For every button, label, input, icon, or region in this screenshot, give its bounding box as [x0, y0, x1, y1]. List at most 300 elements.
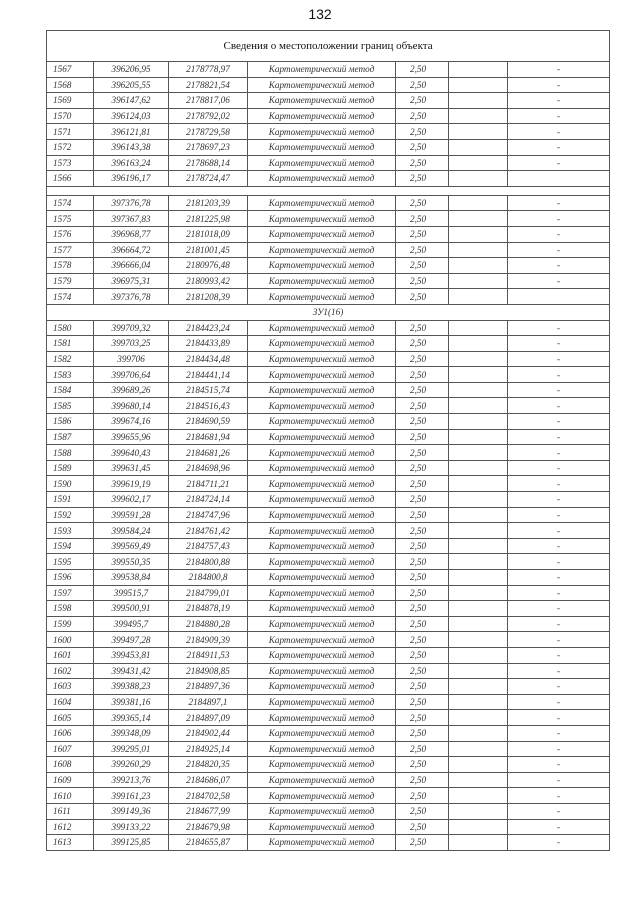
y-coordinate-cell: 2184516,43 [169, 398, 248, 414]
accuracy-cell: 2,50 [396, 835, 449, 851]
table-row [47, 139, 610, 155]
x-coordinate-cell: 399431,42 [94, 663, 169, 679]
y-coordinate-cell: 2184655,87 [169, 835, 248, 851]
y-coordinate-cell: 2184897,36 [169, 679, 248, 695]
table-title-row [47, 31, 610, 62]
accuracy-cell: 2,50 [396, 445, 449, 461]
point-number-cell: 1570 [47, 108, 94, 124]
method-cell: Картометрический метод [248, 757, 396, 773]
accuracy-cell: 2,50 [396, 710, 449, 726]
x-coordinate-cell: 399689,26 [94, 382, 169, 398]
empty-cell [449, 538, 508, 554]
empty-cell [449, 757, 508, 773]
x-coordinate-cell: 397376,78 [94, 289, 169, 305]
description-cell: - [508, 585, 610, 601]
description-cell: - [508, 273, 610, 289]
y-coordinate-cell: 2184820,35 [169, 757, 248, 773]
method-cell: Картометрический метод [248, 211, 396, 227]
x-coordinate-cell: 397376,78 [94, 195, 169, 211]
accuracy-cell: 2,50 [396, 124, 449, 140]
x-coordinate-cell: 399500,91 [94, 601, 169, 617]
table-row [47, 788, 610, 804]
description-cell: - [508, 195, 610, 211]
page-number: 132 [308, 6, 332, 22]
y-coordinate-cell: 2178817,06 [169, 93, 248, 109]
method-cell: Картометрический метод [248, 679, 396, 695]
y-coordinate-cell: 2184800,8 [169, 570, 248, 586]
empty-cell [449, 772, 508, 788]
point-number-cell: 1606 [47, 725, 94, 741]
x-coordinate-cell: 399497,28 [94, 632, 169, 648]
description-cell: - [508, 725, 610, 741]
empty-cell [449, 788, 508, 804]
method-cell: Картометрический метод [248, 647, 396, 663]
x-coordinate-cell: 399706,64 [94, 367, 169, 383]
point-number-cell: 1586 [47, 414, 94, 430]
x-coordinate-cell: 396121,81 [94, 124, 169, 140]
method-cell: Картометрический метод [248, 507, 396, 523]
description-cell: - [508, 507, 610, 523]
empty-cell [449, 382, 508, 398]
method-cell: Картометрический метод [248, 414, 396, 430]
table-row [47, 351, 610, 367]
accuracy-cell: 2,50 [396, 476, 449, 492]
empty-cell [449, 601, 508, 617]
method-cell: Картометрический метод [248, 835, 396, 851]
y-coordinate-cell: 2178697,23 [169, 139, 248, 155]
method-cell: Картометрический метод [248, 398, 396, 414]
table-row [47, 523, 610, 539]
accuracy-cell: 2,50 [396, 788, 449, 804]
method-cell: Картометрический метод [248, 460, 396, 476]
method-cell: Картометрический метод [248, 803, 396, 819]
empty-cell [449, 273, 508, 289]
x-coordinate-cell: 399295,01 [94, 741, 169, 757]
method-cell: Картометрический метод [248, 77, 396, 93]
description-cell: - [508, 320, 610, 336]
empty-cell [449, 570, 508, 586]
point-number-cell: 1590 [47, 476, 94, 492]
point-number-cell: 1585 [47, 398, 94, 414]
table-row [47, 414, 610, 430]
method-cell: Картометрический метод [248, 741, 396, 757]
accuracy-cell: 2,50 [396, 139, 449, 155]
y-coordinate-cell: 2181225,98 [169, 211, 248, 227]
y-coordinate-cell: 2184677,99 [169, 803, 248, 819]
accuracy-cell: 2,50 [396, 77, 449, 93]
description-cell: - [508, 242, 610, 258]
x-coordinate-cell: 399495,7 [94, 616, 169, 632]
accuracy-cell: 2,50 [396, 273, 449, 289]
empty-cell [449, 258, 508, 274]
y-coordinate-cell: 2184909,39 [169, 632, 248, 648]
description-cell: - [508, 835, 610, 851]
point-number-cell: 1598 [47, 601, 94, 617]
x-coordinate-cell: 396666,04 [94, 258, 169, 274]
accuracy-cell: 2,50 [396, 819, 449, 835]
y-coordinate-cell: 2181018,09 [169, 226, 248, 242]
y-coordinate-cell: 2184690,59 [169, 414, 248, 430]
x-coordinate-cell: 399655,96 [94, 429, 169, 445]
x-coordinate-cell: 396968,77 [94, 226, 169, 242]
y-coordinate-cell: 2184897,09 [169, 710, 248, 726]
accuracy-cell: 2,50 [396, 647, 449, 663]
description-cell: - [508, 772, 610, 788]
x-coordinate-cell: 396206,95 [94, 62, 169, 78]
accuracy-cell: 2,50 [396, 171, 449, 187]
method-cell: Картометрический метод [248, 694, 396, 710]
table-row [47, 835, 610, 851]
x-coordinate-cell: 399538,84 [94, 570, 169, 586]
x-coordinate-cell: 396147,62 [94, 93, 169, 109]
accuracy-cell: 2,50 [396, 351, 449, 367]
empty-cell [449, 77, 508, 93]
description-cell: - [508, 757, 610, 773]
y-coordinate-cell: 2180993,42 [169, 273, 248, 289]
point-number-cell: 1592 [47, 507, 94, 523]
description-cell: - [508, 601, 610, 617]
x-coordinate-cell: 399591,28 [94, 507, 169, 523]
x-coordinate-cell: 396163,24 [94, 155, 169, 171]
point-number-cell: 1577 [47, 242, 94, 258]
description-cell [508, 289, 610, 305]
y-coordinate-cell: 2184800,88 [169, 554, 248, 570]
x-coordinate-cell: 399133,22 [94, 819, 169, 835]
empty-cell [449, 171, 508, 187]
y-coordinate-cell: 2184423,24 [169, 320, 248, 336]
description-cell: - [508, 570, 610, 586]
empty-cell [449, 710, 508, 726]
y-coordinate-cell: 2184681,94 [169, 429, 248, 445]
empty-cell [449, 554, 508, 570]
description-cell: - [508, 108, 610, 124]
empty-cell [449, 289, 508, 305]
table-row [47, 492, 610, 508]
point-number-cell: 1607 [47, 741, 94, 757]
y-coordinate-cell: 2181208,39 [169, 289, 248, 305]
x-coordinate-cell: 399709,32 [94, 320, 169, 336]
empty-cell [449, 155, 508, 171]
table-row [47, 445, 610, 461]
y-coordinate-cell: 2184761,42 [169, 523, 248, 539]
accuracy-cell: 2,50 [396, 679, 449, 695]
description-cell: - [508, 429, 610, 445]
y-coordinate-cell: 2184747,96 [169, 507, 248, 523]
accuracy-cell: 2,50 [396, 492, 449, 508]
point-number-cell: 1613 [47, 835, 94, 851]
table-row [47, 757, 610, 773]
empty-cell [449, 616, 508, 632]
section-label: ЗУ1(16) [47, 304, 610, 320]
description-cell: - [508, 460, 610, 476]
method-cell: Картометрический метод [248, 616, 396, 632]
point-number-cell: 1580 [47, 320, 94, 336]
table-row [47, 772, 610, 788]
table-row [47, 258, 610, 274]
point-number-cell: 1601 [47, 647, 94, 663]
table-row [47, 679, 610, 695]
method-cell: Картометрический метод [248, 772, 396, 788]
empty-cell [449, 507, 508, 523]
accuracy-cell: 2,50 [396, 616, 449, 632]
separator-row [47, 186, 610, 195]
table-body [47, 31, 610, 851]
description-cell: - [508, 647, 610, 663]
method-cell: Картометрический метод [248, 367, 396, 383]
x-coordinate-cell: 399260,29 [94, 757, 169, 773]
x-coordinate-cell: 397367,83 [94, 211, 169, 227]
table-row [47, 108, 610, 124]
accuracy-cell: 2,50 [396, 803, 449, 819]
table-row [47, 77, 610, 93]
table-row [47, 647, 610, 663]
y-coordinate-cell: 2184441,14 [169, 367, 248, 383]
accuracy-cell: 2,50 [396, 507, 449, 523]
accuracy-cell: 2,50 [396, 429, 449, 445]
method-cell: Картометрический метод [248, 585, 396, 601]
table-row [47, 367, 610, 383]
description-cell: - [508, 258, 610, 274]
empty-cell [449, 725, 508, 741]
point-number-cell: 1576 [47, 226, 94, 242]
method-cell: Картометрический метод [248, 139, 396, 155]
description-cell: - [508, 211, 610, 227]
table-row [47, 819, 610, 835]
description-cell: - [508, 382, 610, 398]
y-coordinate-cell: 2184911,53 [169, 647, 248, 663]
accuracy-cell: 2,50 [396, 460, 449, 476]
point-number-cell: 1605 [47, 710, 94, 726]
accuracy-cell: 2,50 [396, 663, 449, 679]
description-cell: - [508, 367, 610, 383]
description-cell: - [508, 663, 610, 679]
table-row [47, 538, 610, 554]
point-number-cell: 1603 [47, 679, 94, 695]
description-cell: - [508, 155, 610, 171]
point-number-cell: 1574 [47, 289, 94, 305]
description-cell: - [508, 445, 610, 461]
table-row [47, 632, 610, 648]
method-cell: Картометрический метод [248, 155, 396, 171]
description-cell: - [508, 741, 610, 757]
empty-cell [449, 93, 508, 109]
table-row [47, 741, 610, 757]
point-number-cell: 1566 [47, 171, 94, 187]
x-coordinate-cell: 399348,09 [94, 725, 169, 741]
method-cell: Картометрический метод [248, 663, 396, 679]
description-cell: - [508, 414, 610, 430]
method-cell: Картометрический метод [248, 710, 396, 726]
method-cell: Картометрический метод [248, 242, 396, 258]
empty-cell [449, 585, 508, 601]
accuracy-cell: 2,50 [396, 538, 449, 554]
description-cell: - [508, 336, 610, 352]
accuracy-cell: 2,50 [396, 155, 449, 171]
method-cell: Картометрический метод [248, 108, 396, 124]
description-cell: - [508, 476, 610, 492]
method-cell: Картометрический метод [248, 336, 396, 352]
x-coordinate-cell: 399515,7 [94, 585, 169, 601]
x-coordinate-cell: 399640,43 [94, 445, 169, 461]
table-row [47, 171, 610, 187]
point-number-cell: 1593 [47, 523, 94, 539]
y-coordinate-cell: 2184515,74 [169, 382, 248, 398]
y-coordinate-cell: 2184757,43 [169, 538, 248, 554]
description-cell: - [508, 616, 610, 632]
point-number-cell: 1596 [47, 570, 94, 586]
x-coordinate-cell: 399569,49 [94, 538, 169, 554]
point-number-cell: 1572 [47, 139, 94, 155]
accuracy-cell: 2,50 [396, 382, 449, 398]
point-number-cell: 1573 [47, 155, 94, 171]
table-row [47, 663, 610, 679]
empty-cell [449, 429, 508, 445]
method-cell: Картометрический метод [248, 171, 396, 187]
empty-cell [449, 108, 508, 124]
accuracy-cell: 2,50 [396, 570, 449, 586]
x-coordinate-cell: 399674,16 [94, 414, 169, 430]
x-coordinate-cell: 399453,81 [94, 647, 169, 663]
x-coordinate-cell: 399161,23 [94, 788, 169, 804]
y-coordinate-cell: 2178778,97 [169, 62, 248, 78]
point-number-cell: 1595 [47, 554, 94, 570]
point-number-cell: 1612 [47, 819, 94, 835]
y-coordinate-cell: 2178729,58 [169, 124, 248, 140]
separator-cell [47, 186, 610, 195]
point-number-cell: 1611 [47, 803, 94, 819]
accuracy-cell: 2,50 [396, 772, 449, 788]
method-cell: Картометрический метод [248, 258, 396, 274]
method-cell: Картометрический метод [248, 601, 396, 617]
method-cell: Картометрический метод [248, 124, 396, 140]
x-coordinate-cell: 396664,72 [94, 242, 169, 258]
description-cell: - [508, 93, 610, 109]
accuracy-cell: 2,50 [396, 195, 449, 211]
y-coordinate-cell: 2184711,21 [169, 476, 248, 492]
accuracy-cell: 2,50 [396, 258, 449, 274]
empty-cell [449, 139, 508, 155]
empty-cell [449, 226, 508, 242]
accuracy-cell: 2,50 [396, 320, 449, 336]
empty-cell [449, 398, 508, 414]
x-coordinate-cell: 399680,14 [94, 398, 169, 414]
empty-cell [449, 367, 508, 383]
point-number-cell: 1602 [47, 663, 94, 679]
point-number-cell: 1582 [47, 351, 94, 367]
description-cell: - [508, 398, 610, 414]
table-row [47, 273, 610, 289]
method-cell: Картометрический метод [248, 445, 396, 461]
description-cell: - [508, 803, 610, 819]
method-cell: Картометрический метод [248, 93, 396, 109]
description-cell: - [508, 632, 610, 648]
accuracy-cell: 2,50 [396, 226, 449, 242]
empty-cell [449, 320, 508, 336]
accuracy-cell: 2,50 [396, 554, 449, 570]
point-number-cell: 1599 [47, 616, 94, 632]
method-cell: Картометрический метод [248, 226, 396, 242]
description-cell: - [508, 679, 610, 695]
point-number-cell: 1575 [47, 211, 94, 227]
table-row [47, 476, 610, 492]
accuracy-cell: 2,50 [396, 62, 449, 78]
empty-cell [449, 62, 508, 78]
method-cell: Картометрический метод [248, 788, 396, 804]
table-row [47, 570, 610, 586]
accuracy-cell: 2,50 [396, 289, 449, 305]
point-number-cell: 1589 [47, 460, 94, 476]
method-cell: Картометрический метод [248, 554, 396, 570]
description-cell: - [508, 710, 610, 726]
y-coordinate-cell: 2184698,96 [169, 460, 248, 476]
table-row [47, 507, 610, 523]
method-cell: Картометрический метод [248, 523, 396, 539]
x-coordinate-cell: 396124,03 [94, 108, 169, 124]
accuracy-cell: 2,50 [396, 336, 449, 352]
accuracy-cell: 2,50 [396, 632, 449, 648]
empty-cell [449, 351, 508, 367]
table-row [47, 725, 610, 741]
x-coordinate-cell: 396143,38 [94, 139, 169, 155]
y-coordinate-cell: 2184681,26 [169, 445, 248, 461]
method-cell: Картометрический метод [248, 195, 396, 211]
y-coordinate-cell: 2181203,39 [169, 195, 248, 211]
table-row [47, 320, 610, 336]
x-coordinate-cell: 399703,25 [94, 336, 169, 352]
x-coordinate-cell: 399550,35 [94, 554, 169, 570]
x-coordinate-cell: 399149,36 [94, 803, 169, 819]
method-cell: Картометрический метод [248, 632, 396, 648]
table-row [47, 155, 610, 171]
table-row [47, 336, 610, 352]
accuracy-cell: 2,50 [396, 601, 449, 617]
boundary-coordinates-table [46, 30, 610, 851]
x-coordinate-cell: 396975,31 [94, 273, 169, 289]
point-number-cell: 1584 [47, 382, 94, 398]
empty-cell [449, 819, 508, 835]
table-row [47, 242, 610, 258]
accuracy-cell: 2,50 [396, 108, 449, 124]
method-cell: Картометрический метод [248, 570, 396, 586]
accuracy-cell: 2,50 [396, 725, 449, 741]
y-coordinate-cell: 2184433,89 [169, 336, 248, 352]
accuracy-cell: 2,50 [396, 211, 449, 227]
empty-cell [449, 414, 508, 430]
description-cell: - [508, 226, 610, 242]
point-number-cell: 1604 [47, 694, 94, 710]
point-number-cell: 1591 [47, 492, 94, 508]
empty-cell [449, 694, 508, 710]
accuracy-cell: 2,50 [396, 523, 449, 539]
x-coordinate-cell: 399602,17 [94, 492, 169, 508]
description-cell: - [508, 538, 610, 554]
y-coordinate-cell: 2184897,1 [169, 694, 248, 710]
table-row [47, 124, 610, 140]
description-cell: - [508, 554, 610, 570]
point-number-cell: 1571 [47, 124, 94, 140]
empty-cell [449, 663, 508, 679]
y-coordinate-cell: 2181001,45 [169, 242, 248, 258]
x-coordinate-cell: 399584,24 [94, 523, 169, 539]
empty-cell [449, 242, 508, 258]
description-cell: - [508, 523, 610, 539]
method-cell: Картометрический метод [248, 725, 396, 741]
y-coordinate-cell: 2184925,14 [169, 741, 248, 757]
point-number-cell: 1587 [47, 429, 94, 445]
y-coordinate-cell: 2184434,48 [169, 351, 248, 367]
x-coordinate-cell: 399365,14 [94, 710, 169, 726]
y-coordinate-cell: 2184679,98 [169, 819, 248, 835]
